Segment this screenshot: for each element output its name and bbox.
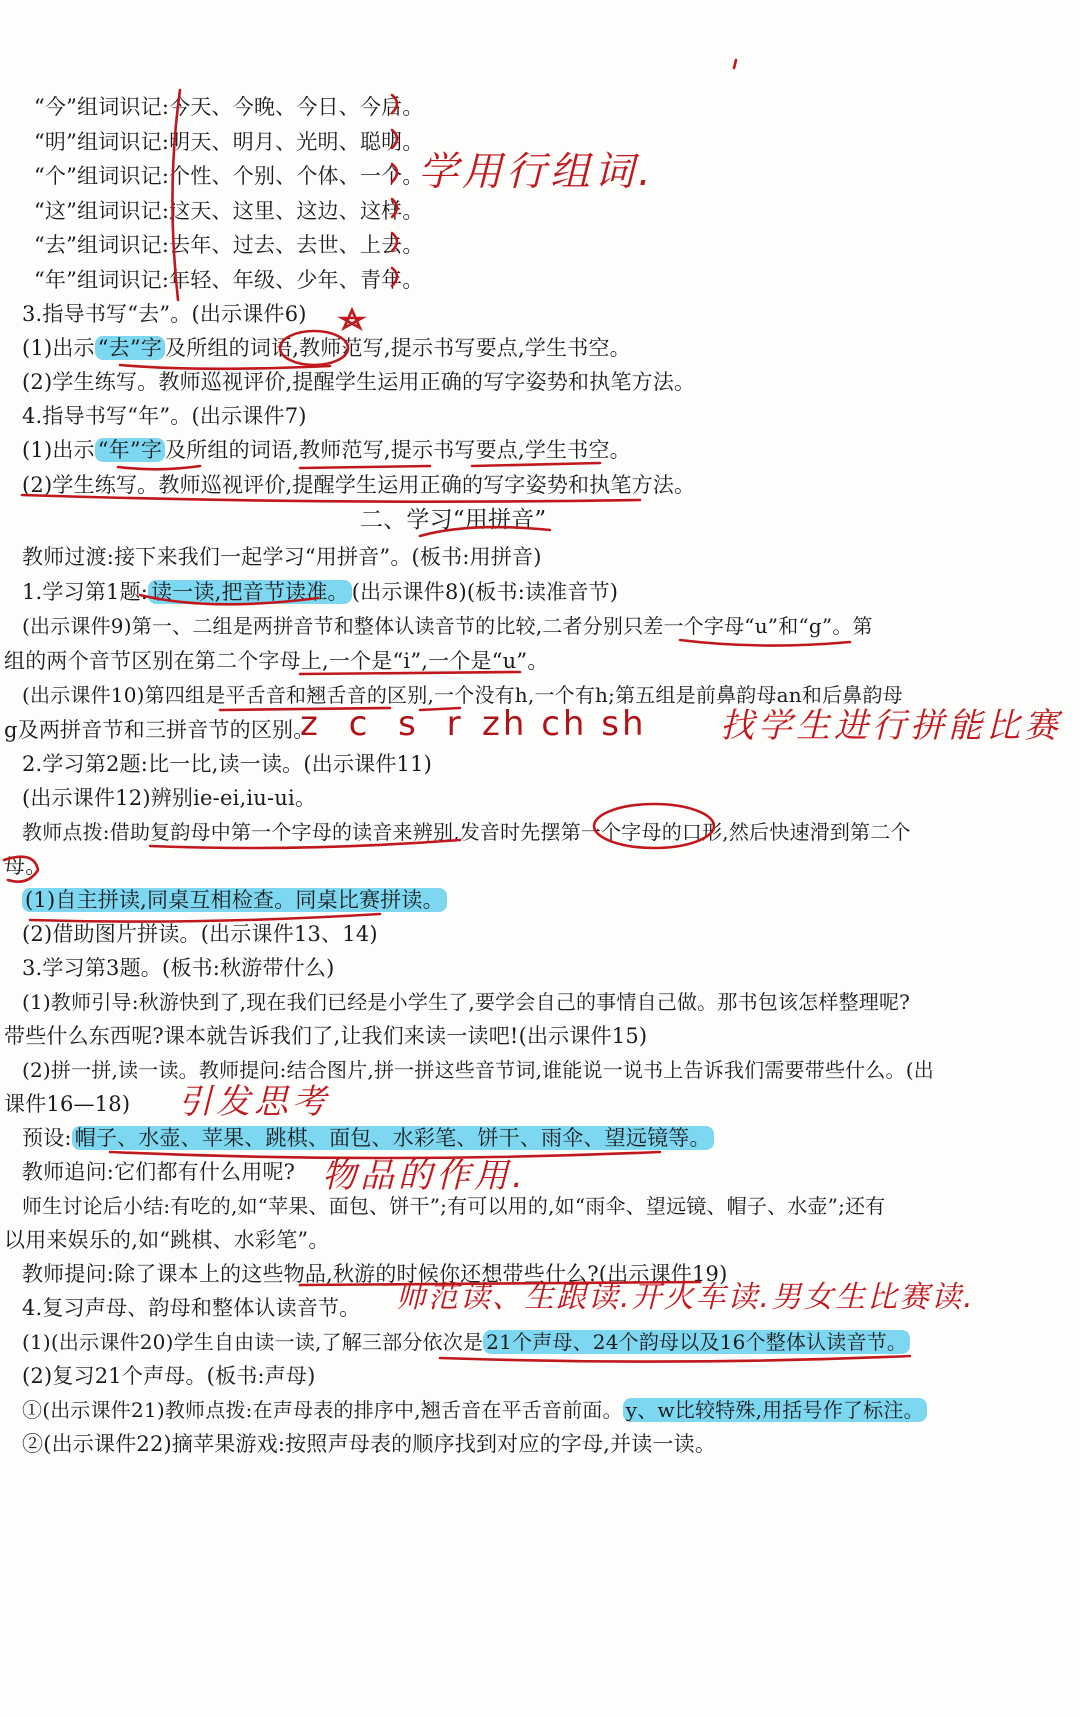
text-line: “个”组词识记:个性、个别、个体、一个。 — [34, 164, 424, 188]
text-line: g及两拼音节和三拼音节的区别。 — [4, 718, 315, 742]
highlight-mark: y、w比较特殊,用括号作了标注。 — [623, 1398, 927, 1422]
text-line: “年”组词识记:年轻、年级、少年、青年。 — [34, 268, 424, 292]
text-line: (1)出示 “年”字 及所组的词语,教师范写,提示书写要点,学生书空。 — [22, 438, 631, 462]
text-line: “这”组词识记:这天、这里、这边、这样。 — [34, 199, 424, 223]
text-line: 教师点拨:借助复韵母中第一个字母的读音来辨别,发音时先摆第一个字母的口形,然后快速滑到第二个 — [22, 820, 911, 844]
handwritten-note: zh ch sh — [482, 704, 647, 744]
text-line: “去”组词识记:去年、过去、去世、上去。 — [34, 233, 424, 257]
text-line: (2)学生练写。教师巡视评价,提醒学生运用正确的写字姿势和执笔方法。 — [22, 370, 696, 394]
text-line: 1.学习第1题: 读一读,把音节读准。 (出示课件8)(板书:读准音节) — [22, 580, 619, 604]
highlight-mark: “年”字 — [95, 438, 165, 462]
text-line: (2)拼一拼,读一读。教师提问:结合图片,拼一拼这些音节词,谁能说一说书上告诉我们需要带些什么。(出 — [22, 1058, 934, 1082]
text-line: (2)复习21个声母。(板书:声母) — [22, 1364, 316, 1388]
handwritten-note: 找学生进行拼能比赛 — [720, 706, 1062, 746]
text-line: (1)教师引导:秋游快到了,现在我们已经是小学生了,要学会自己的事情自己做。那书包该怎样整理呢? — [22, 990, 911, 1014]
text-line: (2)借助图片拼读。(出示课件13、14) — [22, 922, 378, 946]
text-line: 教师提问:除了课本上的这些物品,秋游的时候你还想带些什么?(出示课件19) — [22, 1262, 728, 1286]
text-line: “今”组词识记:今天、今晚、今日、今后。 — [34, 95, 424, 119]
highlight-mark: “去”字 — [95, 336, 165, 360]
text-line: 4.指导书写“年”。(出示课件7) — [22, 404, 307, 428]
text-line: 以用来娱乐的,如“跳棋、水彩笔”。 — [4, 1228, 330, 1252]
handwritten-note: z c s r — [300, 704, 471, 744]
text-line: ①(出示课件21)教师点拨:在声母表的排序中,翘舌音在平舌音前面。 y、w比较特殊,用括号作了标注。 — [22, 1396, 927, 1424]
text-line: 课件16—18) — [4, 1092, 131, 1116]
text-line: (出示课件12)辨别ie-ei,iu-ui。 — [22, 786, 317, 810]
text-line: 4.复习声母、韵母和整体认读音节。 — [22, 1296, 361, 1320]
text-line: (出示课件9)第一、二组是两拼音节和整体认读音节的比较,二者分别只差一个字母“u”和“g”。第 — [22, 614, 873, 638]
section-heading: 二、学习“用拼音” — [360, 507, 547, 533]
text-line: (1)(出示课件20)学生自由读一读,了解三部分依次是 21个声母、24个韵母以及16个整体认读音节。 — [22, 1328, 910, 1356]
text-line: (2)学生练写。教师巡视评价,提醒学生运用正确的写字姿势和执笔方法。 — [22, 473, 696, 497]
handwritten-note: 物品的作用. — [322, 1156, 527, 1196]
handwritten-note: 学用行组词. — [418, 149, 655, 195]
text-line — [22, 886, 447, 914]
text-line: 教师过渡:接下来我们一起学习“用拼音”。(板书:用拼音) — [22, 545, 542, 569]
text-line: 带些什么东西呢?课本就告诉我们了,让我们来读一读吧!(出示课件15) — [4, 1024, 648, 1048]
text-line: (出示课件10)第四组是平舌音和翘舌音的区别,一个没有h,一个有h;第五组是前鼻韵母an和后鼻韵母 — [22, 683, 903, 707]
text-line: 组的两个音节区别在第二个字母上,一个是“i”,一个是“u”。 — [4, 649, 549, 673]
text-line: 3.学习第3题。(板书:秋游带什么) — [22, 956, 335, 980]
handwritten-note: 引发思考 — [178, 1082, 330, 1122]
highlight-mark: 读一读,把音节读准。 — [148, 580, 352, 604]
text-line: (1)出示 “去”字 及所组的词语,教师范写,提示书写要点,学生书空。 — [22, 336, 631, 360]
text-line: 母。 — [4, 854, 47, 878]
text-line: 预设: 帽子、水壶、苹果、跳棋、面包、水彩笔、饼干、雨伞、望远镜等。 — [22, 1124, 714, 1152]
text-line: 2.学习第2题:比一比,读一读。(出示课件11) — [22, 752, 433, 776]
text-line: ②(出示课件22)摘苹果游戏:按照声母表的顺序找到对应的字母,并读一读。 — [22, 1432, 717, 1456]
handwritten-note: 师范读、生跟读.开火车读.男女生比赛读. — [396, 1280, 975, 1315]
highlight-mark: (1)自主拼读,同桌互相检查。同桌比赛拼读。 — [22, 888, 447, 912]
text-line: 3.指导书写“去”。(出示课件6) — [22, 302, 307, 326]
text-line: 师生讨论后小结:有吃的,如“苹果、面包、饼干”;有可以用的,如“雨伞、望远镜、帽子、水壶”;还有 — [22, 1194, 886, 1218]
text-line: “明”组词识记:明天、明月、光明、聪明。 — [34, 130, 424, 154]
highlight-mark: 21个声母、24个韵母以及16个整体认读音节。 — [483, 1330, 910, 1354]
text-line: 教师追问:它们都有什么用呢? — [22, 1160, 296, 1184]
highlight-mark: 帽子、水壶、苹果、跳棋、面包、水彩笔、饼干、雨伞、望远镜等。 — [72, 1126, 714, 1150]
